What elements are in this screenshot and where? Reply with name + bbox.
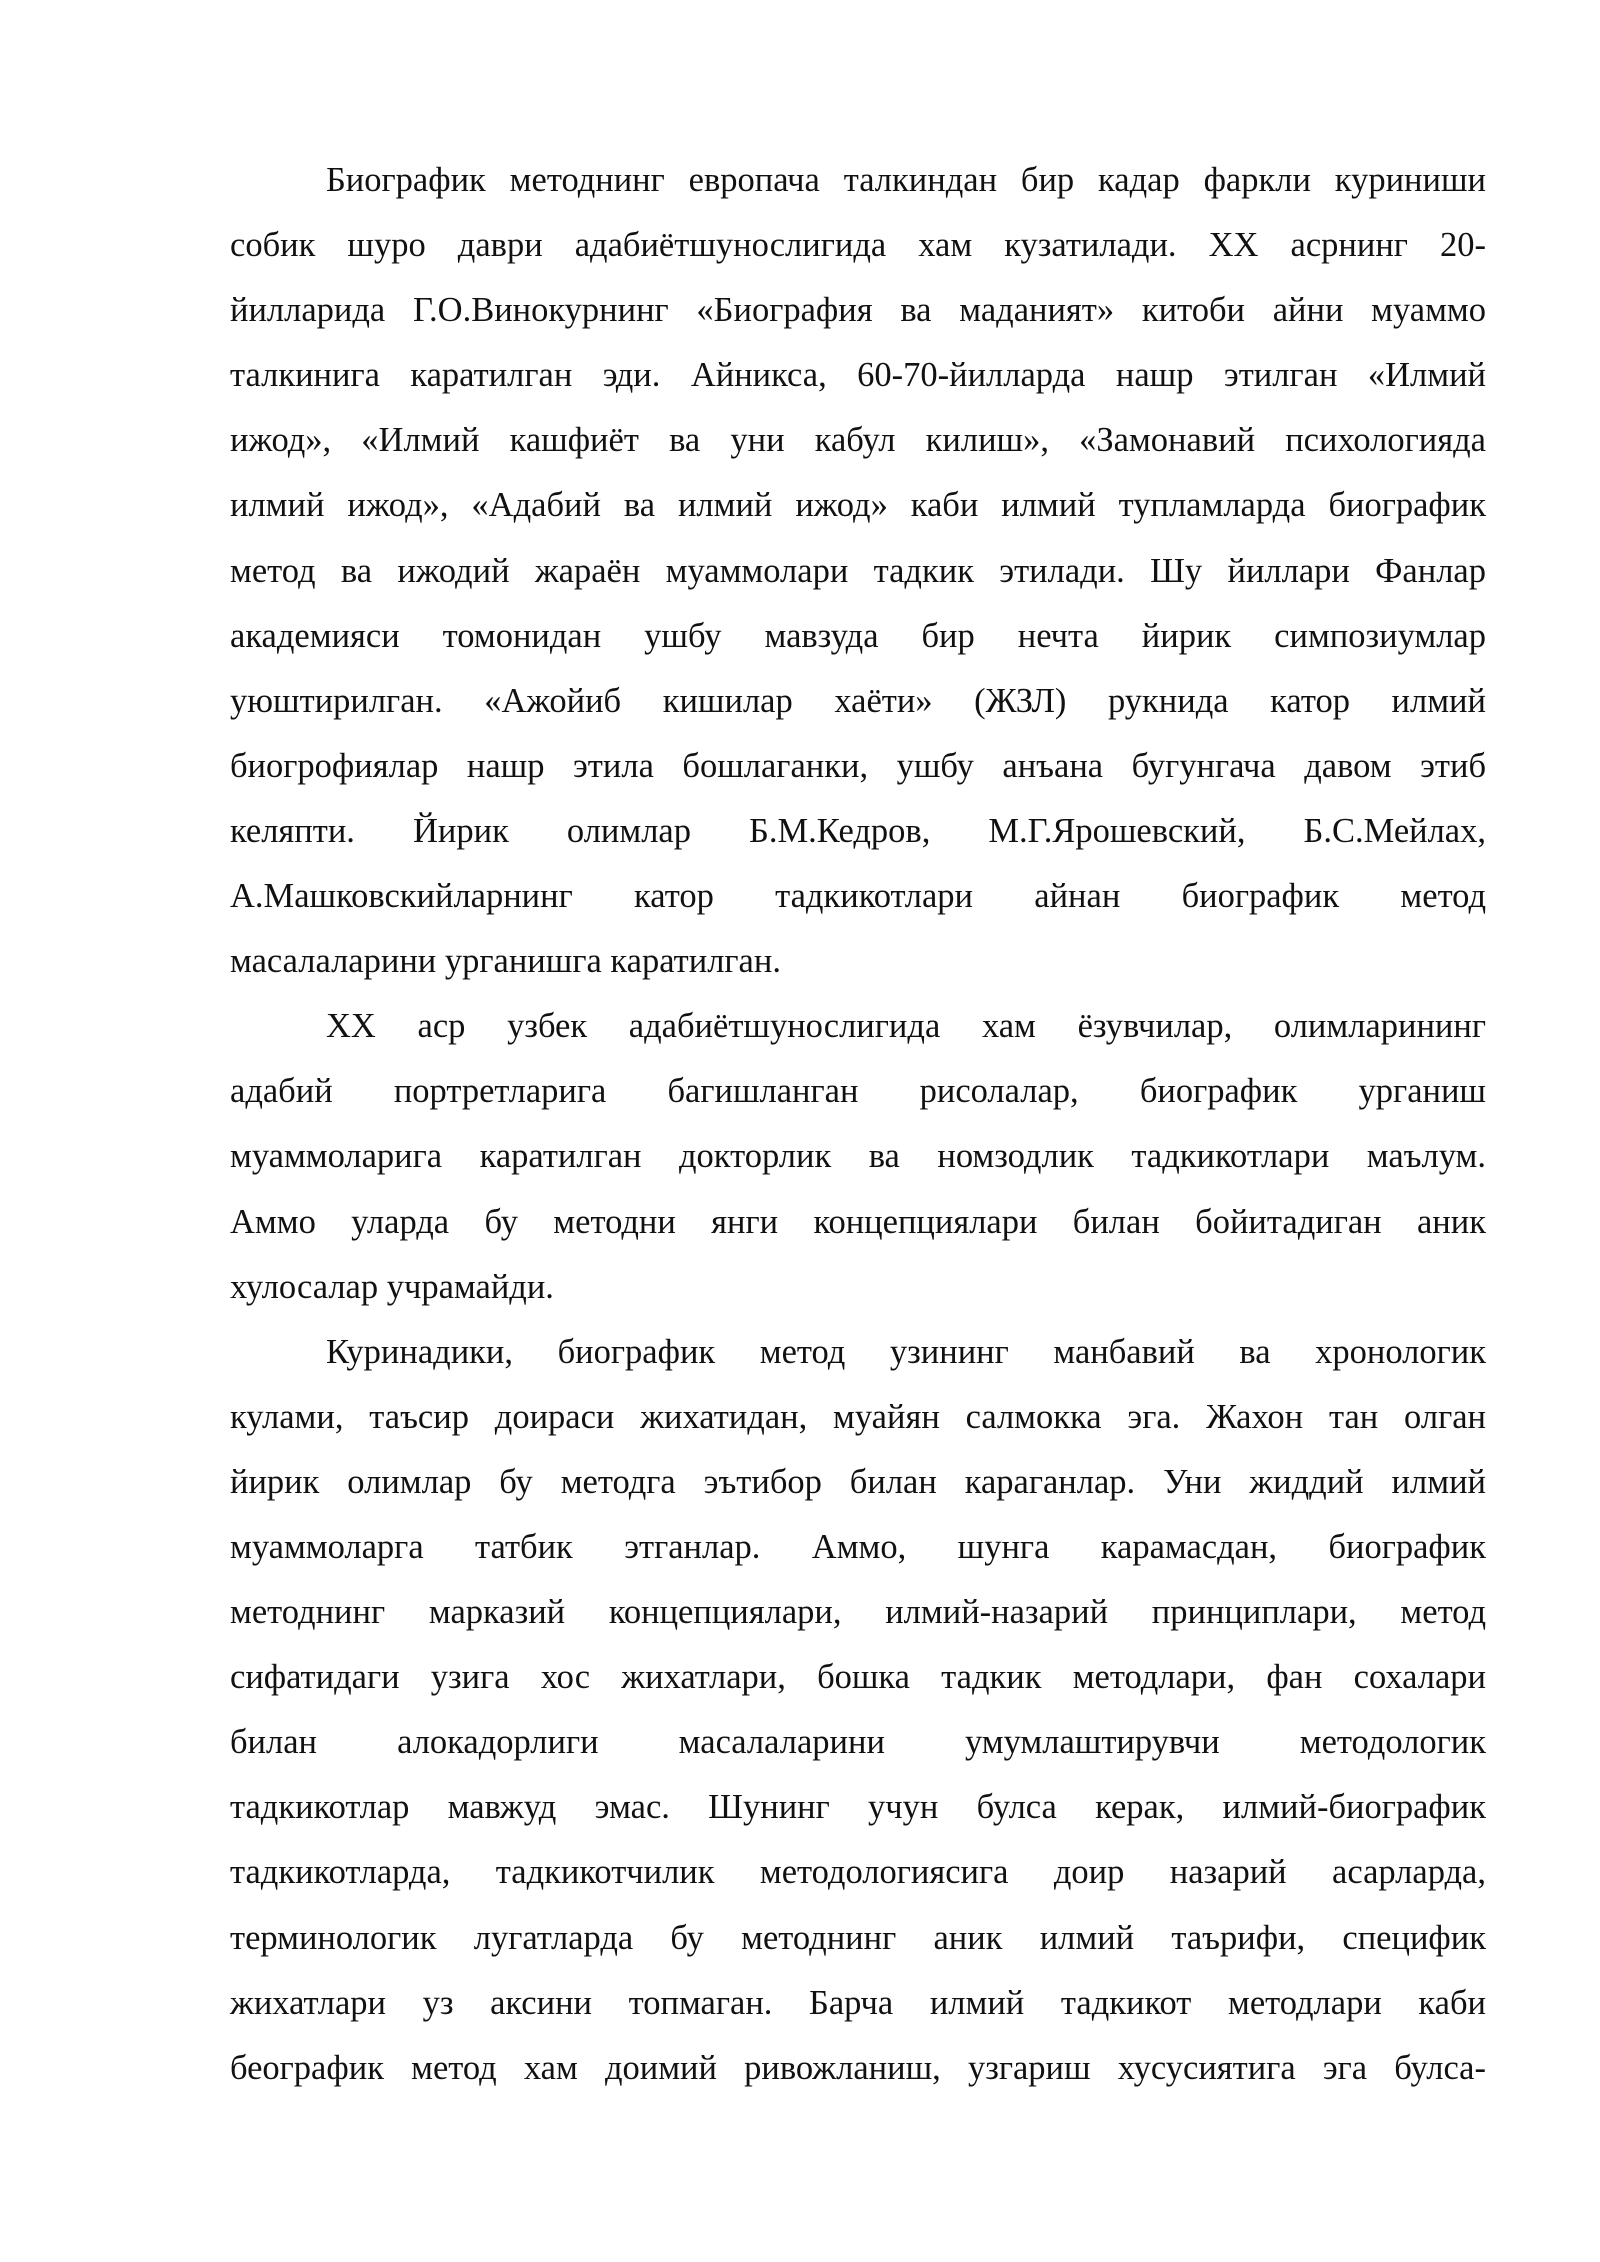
text-line: йилларида Г.О.Винокурнинг «Биография ва маданият» китоби айни муаммо bbox=[230, 291, 1486, 330]
text-line: беографик метод хам доимий ривожланиш, узгариш хусусиятига эга булса- bbox=[230, 2048, 1486, 2087]
text-line: илмий ижод», «Адабий ва илмий ижод» каби илмий тупламларда биографик bbox=[230, 486, 1486, 525]
paragraph-2 bbox=[230, 994, 1486, 1319]
text-line: биогрофиялар нашр этила бошлаганки, ушбу анъана бугунгача давом этиб bbox=[230, 746, 1486, 785]
body-text bbox=[230, 148, 1486, 2101]
text-line: тадкикотлар мавжуд эмас. Шунинг учун булса керак, илмий-биографик bbox=[230, 1788, 1486, 1827]
text-line: сифатидаги узига хос жихатлари, бошка тадкик методлари, фан сохалари bbox=[230, 1658, 1486, 1697]
text-line: Аммо уларда бу методни янги концепциялари билан бойитадиган аник bbox=[230, 1202, 1486, 1241]
text-line: адабий портретларига багишланган рисолалар, биографик урганиш bbox=[230, 1072, 1486, 1111]
text-line: ХХ аср узбек адабиётшунослигида хам ёзувчилар, олимларининг bbox=[326, 1007, 1486, 1046]
text-line: кулами, таъсир доираси жихатидан, муайян салмокка эга. Жахон тан олган bbox=[230, 1397, 1486, 1436]
text-line: терминологик лугатларда бу методнинг аник илмий таърифи, специфик bbox=[230, 1918, 1486, 1957]
text-line: хулосалар учрамайди. bbox=[230, 1267, 554, 1306]
text-line: А.Машковскийларнинг катор тадкикотлари айнан биографик метод bbox=[230, 877, 1486, 916]
text-line: йирик олимлар бу методга эътибор билан караганлар. Уни жиддий илмий bbox=[230, 1462, 1486, 1501]
text-line: академияси томонидан ушбу мавзуда бир нечта йирик симпозиумлар bbox=[230, 616, 1486, 655]
text-line: собик шуро даври адабиётшунослигида хам кузатилади. ХХ асрнинг 20- bbox=[230, 226, 1486, 265]
text-line: муаммоларига каратилган докторлик ва номзодлик тадкикотлари маълум. bbox=[230, 1137, 1486, 1176]
text-line: ижод», «Илмий кашфиёт ва уни кабул килиш», «Замонавий психологияда bbox=[230, 421, 1486, 460]
text-line: талкинига каратилган эди. Айникса, 60-70-йилларда нашр этилган «Илмий bbox=[230, 356, 1486, 395]
text-line: Куринадики, биографик метод узининг манбавий ва хронологик bbox=[326, 1332, 1486, 1371]
text-line: уюштирилган. «Ажойиб кишилар хаёти» (ЖЗЛ) рукнида катор илмий bbox=[230, 681, 1486, 720]
text-line: метод ва ижодий жараён муаммолари тадкик этилади. Шу йиллари Фанлар bbox=[230, 551, 1486, 590]
text-line: тадкикотларда, тадкикотчилик методологиясига доир назарий асарларда, bbox=[230, 1853, 1486, 1892]
text-line: масалаларини урганишга каратилган. bbox=[230, 942, 781, 981]
text-line: билан алокадорлиги масалаларини умумлаштирувчи методологик bbox=[230, 1723, 1486, 1762]
text-line: Биографик методнинг европача талкиндан бир кадар фаркли куриниши bbox=[326, 161, 1486, 199]
paragraph-3 bbox=[230, 1320, 1486, 2101]
paragraph-1 bbox=[230, 148, 1486, 994]
text-line: муаммоларга татбик этганлар. Аммо, шунга карамасдан, биографик bbox=[230, 1527, 1486, 1566]
text-line: методнинг марказий концепциялари, илмий-назарий принциплари, метод bbox=[230, 1593, 1486, 1632]
text-line: жихатлари уз аксини топмаган. Барча илмий тадкикот методлари каби bbox=[230, 1983, 1486, 2022]
text-line: келяпти. Йирик олимлар Б.М.Кедров, М.Г.Ярошевский, Б.С.Мейлах, bbox=[230, 811, 1486, 850]
